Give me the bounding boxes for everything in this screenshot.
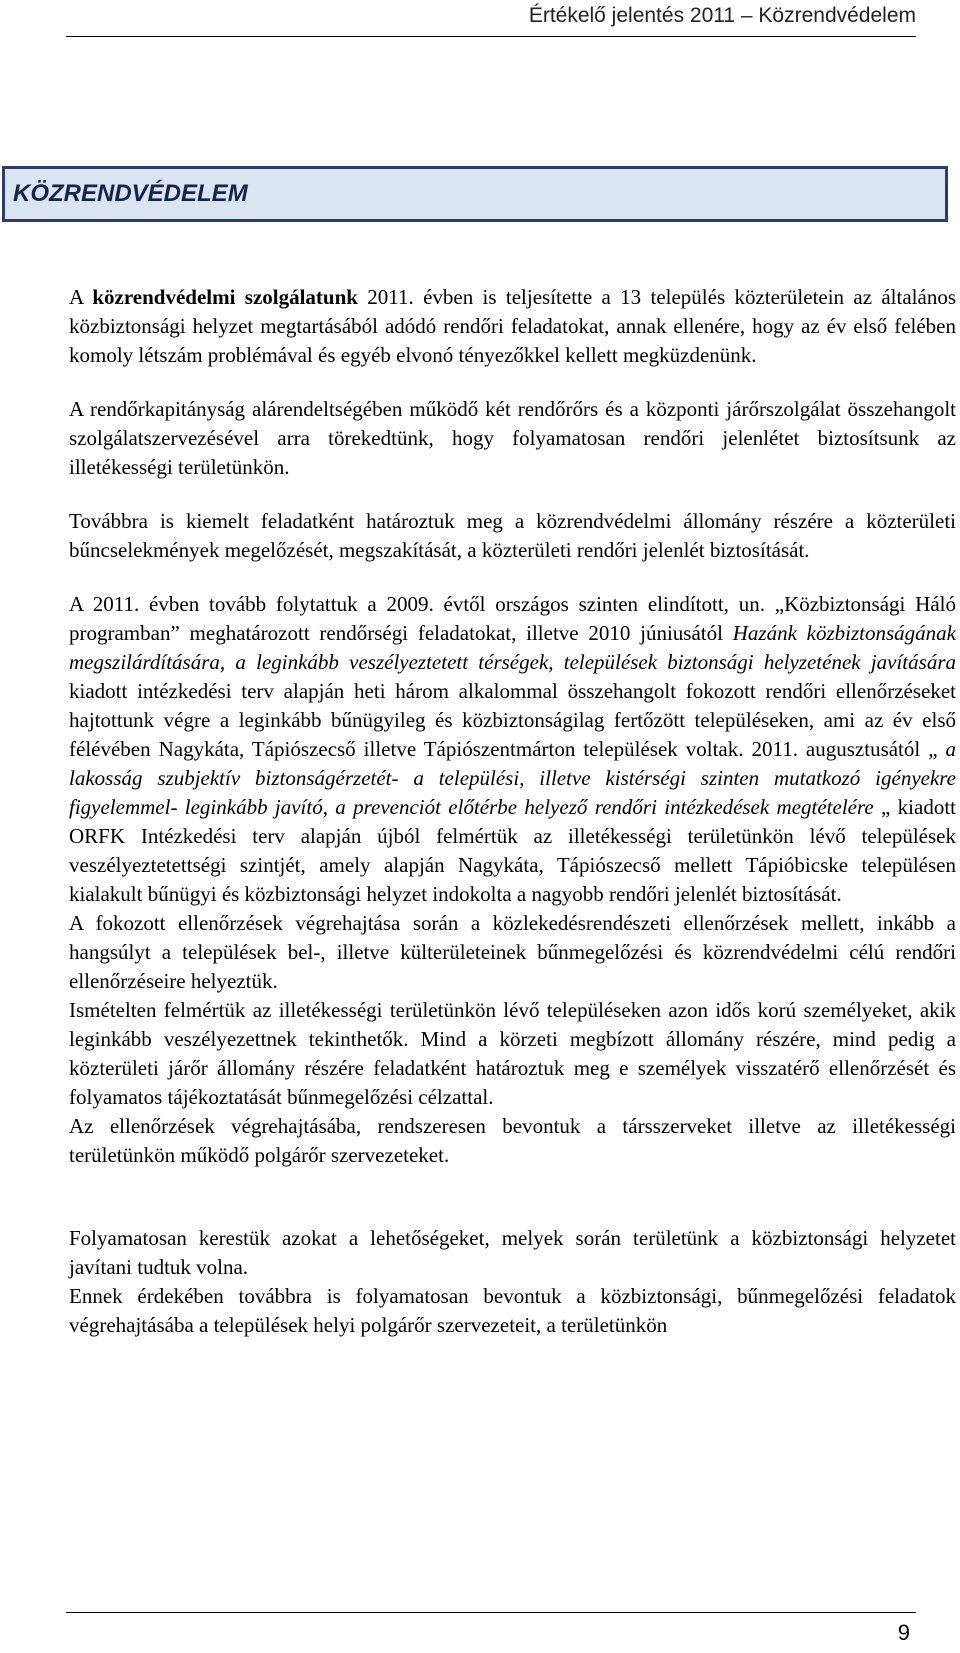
- paragraph: Folyamatosan kerestük azokat a lehetőségeket, melyek során területünk a közbiztonsági helyzetet javítani tudtuk volna.: [69, 1226, 956, 1279]
- paragraph: A 2011. évben tovább folytattuk a 2009. évtől országos szinten elindított, un. „Közbiztonsági Háló programban” meghatározott rendőrségi feladatokat, illetve 2010 júniusától Hazánk közbiztonságának megszilárdítására, a leginkább veszélyeztetett térségek, települések biztonsági helyzetének javítására kiadott intézkedési terv alapján heti három alkalommal összehangolt fokozott rendőri ellenőrzéseket hajtottunk végre a leginkább bűnügyileg és közbiztonságilag fertőzött településeken, ami az év első félévében Nagykáta, Tápiószecső illetve Tápiószentmárton települések voltak. 2011. augusztusától „ a lakosság szubjektív biztonságérzetét- a települési, illetve kistérségi szinten mutatkozó igényekre figyelemmel- leginkább javító, a prevenciót előtérbe helyező rendőri intézkedések megtételére „ kiadott ORFK Intézkedési terv alapján újból felmértük az illetékességi területünkön lévő települések veszélyeztetettségi szintjét, amely alapján Nagykáta, Tápiószecső mellett Tápióbicske településen kialakult bűnügyi és közbiztonsági helyzet indokolta a nagyobb rendőri jelenlét biztosítását.: [69, 592, 956, 906]
- paragraph: Ismételten felmértük az illetékességi területünkön lévő településeken azon idős korú személyeket, akik leginkább veszélyezettnek tekinthetők. Mind a körzeti megbízott állomány részére, mind pedig a közterületi járőr állomány részére feladatként határoztuk meg e személyek visszatérő ellenőrzését és folyamatos tájékoztatását bűnmegelőzési célzattal.: [69, 998, 956, 1109]
- paragraph: A közrendvédelmi szolgálatunk 2011. évben is teljesítette a 13 település közterületein az általános közbiztonsági helyzet megtartásából adódó rendőri feladatokat, annak ellenére, hogy az év első felében komoly létszám problémával és egyéb elvonó tényezőkkel kellett megküzdenünk.: [69, 285, 956, 367]
- running-header: Értékelő jelentés 2011 – Közrendvédelem: [528, 4, 916, 27]
- paragraph: A rendőrkapitányság alárendeltségében működő két rendőrőrs és a központi járőrszolgálat összehangolt szolgálatszervezésével arra törekedtünk, hogy folyamatosan rendőri jelenlétet biztosítsunk az illetékességi területünkön.: [69, 397, 956, 479]
- italic-phrase: a lakosság szubjektív biztonságérzetét- a települési, illetve kistérségi szinten mutatkozó igényekre figyelemmel- leginkább javító, a prevenciót előtérbe helyező rendőri intézkedések megtételére: [69, 737, 956, 819]
- section-title-box: [2, 166, 948, 222]
- bold-phrase: közrendvédelmi szolgálatunk: [92, 285, 358, 309]
- italic-phrase: Hazánk közbiztonságának megszilárdítására, a leginkább veszélyeztetett térségek, települések biztonsági helyzetének javítására: [69, 621, 956, 674]
- paragraph: Az ellenőrzések végrehajtásába, rendszeresen bevontuk a társszerveket illetve az illetékességi területünkön működő polgárőr szervezeteket.: [69, 1114, 956, 1167]
- paragraph: A fokozott ellenőrzések végrehajtása során a közlekedésrendészeti ellenőrzések mellett, inkább a hangsúlyt a települések bel-, illetve külterületeinek bűnmegelőzési és közrendvédelmi célú rendőri ellenőrzéseire helyeztük.: [69, 911, 956, 993]
- paragraph: Ennek érdekében továbbra is folyamatosan bevontuk a közbiztonsági, bűnmegelőzési feladatok végrehajtásába a települések helyi polgárőr szervezeteit, a területünkön: [69, 1284, 956, 1337]
- page-number: 9: [897, 1620, 910, 1645]
- section-title: KÖZRENDVÉDELEM: [13, 180, 248, 207]
- paragraph: Továbbra is kiemelt feladatként határoztuk meg a közrendvédelmi állomány részére a közterületi bűncselekmények megelőzését, megszakítását, a közterületi rendőri jelenlét biztosítását.: [69, 509, 956, 562]
- document-body: [69, 283, 956, 1340]
- footer-divider: [66, 1612, 916, 1613]
- header-divider: [66, 36, 916, 37]
